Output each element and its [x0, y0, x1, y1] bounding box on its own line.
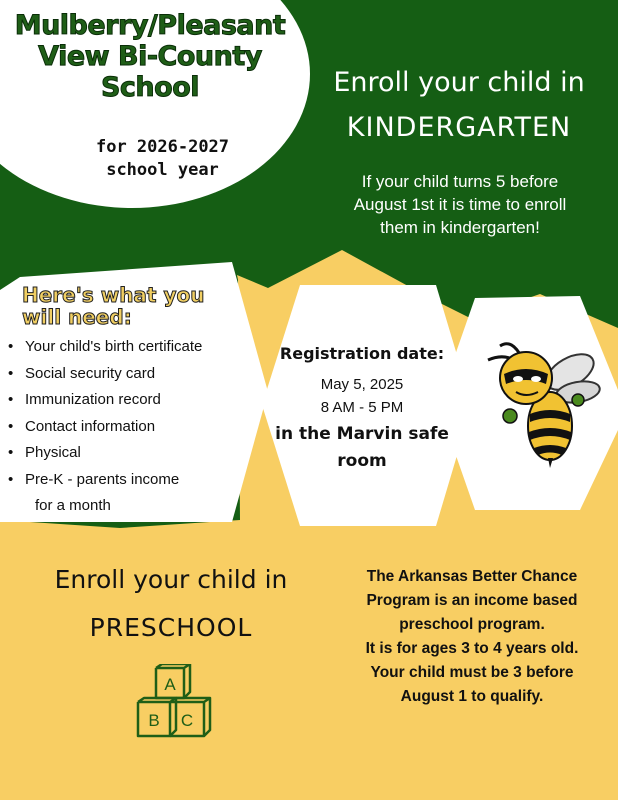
registration-label: Registration date:: [279, 344, 445, 363]
yellow-jacket-mascot-icon: [482, 334, 602, 469]
preschool-description-line: The Arkansas Better Chance: [366, 568, 578, 585]
preschool-description: [326, 565, 618, 709]
requirement-item-text: Physical: [25, 444, 81, 461]
bullet-icon: •: [8, 364, 14, 382]
bullet-icon: •: [8, 444, 14, 461]
school-title-line: School: [100, 72, 200, 103]
bullet-icon: •: [8, 470, 14, 488]
bullet-icon: •: [8, 391, 14, 408]
preschool-description-line: Program is an income based: [366, 592, 578, 609]
school-title: [0, 10, 300, 103]
requirement-item-text: Pre-K - parents income: [25, 470, 180, 488]
school-year-line: school year: [106, 160, 219, 180]
requirement-item-text: Your child's birth certificate: [25, 338, 203, 355]
requirement-item-text: Immunization record: [25, 391, 161, 408]
requirement-item: [8, 467, 258, 520]
registration-date: May 5, 2025: [320, 376, 404, 393]
requirement-item: [8, 334, 258, 361]
requirement-item: [8, 414, 258, 441]
requirement-item: [8, 361, 258, 388]
mascot-eye: [531, 376, 541, 382]
requirements-heading-line: Here's what you: [22, 283, 205, 307]
requirement-item: [8, 440, 258, 467]
bullet-icon: •: [8, 338, 14, 355]
requirements-heading-line: will need:: [22, 305, 132, 329]
preschool-description-line: preschool program.: [399, 616, 545, 633]
school-title-line: Mulberry/Pleasant: [14, 10, 286, 41]
registration-time: 8 AM - 5 PM: [320, 399, 404, 416]
block-letter-c: C: [180, 711, 194, 730]
kindergarten-heading-line1: Enroll your child in: [333, 67, 585, 98]
bullet-icon: •: [8, 417, 14, 435]
preschool-description-line: Your child must be 3 before: [370, 664, 574, 681]
requirement-item-text: Contact information: [25, 417, 156, 435]
requirement-item-continuation: for a month: [35, 497, 111, 514]
registration-location: [262, 421, 462, 475]
mascot-eye: [513, 376, 523, 382]
requirements-heading: [22, 284, 232, 328]
requirement-item: [8, 387, 258, 414]
kindergarten-description-line: them in kindergarten!: [380, 218, 540, 237]
abc-blocks-icon: [132, 664, 216, 740]
requirement-item-text: Social security card: [25, 364, 156, 382]
preschool-heading-line1: Enroll your child in: [54, 565, 288, 594]
preschool-description-line: August 1 to qualify.: [400, 688, 544, 705]
kindergarten-description: [310, 170, 610, 239]
kindergarten-description-line: August 1st it is time to enroll: [353, 195, 567, 214]
mascot-glove: [572, 394, 584, 406]
registration-location-line: in the Marvin safe: [275, 424, 449, 444]
block-letter-b: B: [148, 711, 160, 730]
mascot-stinger: [548, 458, 553, 468]
requirements-list: [8, 334, 258, 520]
school-year-line: for 2026-2027: [95, 137, 230, 157]
mascot-glove: [503, 409, 517, 423]
school-title-line: View Bi-County: [38, 41, 262, 72]
preschool-heading-line2: PRESCHOOL: [89, 613, 253, 642]
registration-location-line: room: [337, 451, 387, 471]
kindergarten-description-line: If your child turns 5 before: [361, 172, 559, 191]
kindergarten-heading-line2: KINDERGARTEN: [346, 112, 572, 143]
preschool-description-line: It is for ages 3 to 4 years old.: [365, 640, 579, 657]
block-letter-a: A: [164, 675, 176, 694]
school-year: [70, 136, 255, 182]
